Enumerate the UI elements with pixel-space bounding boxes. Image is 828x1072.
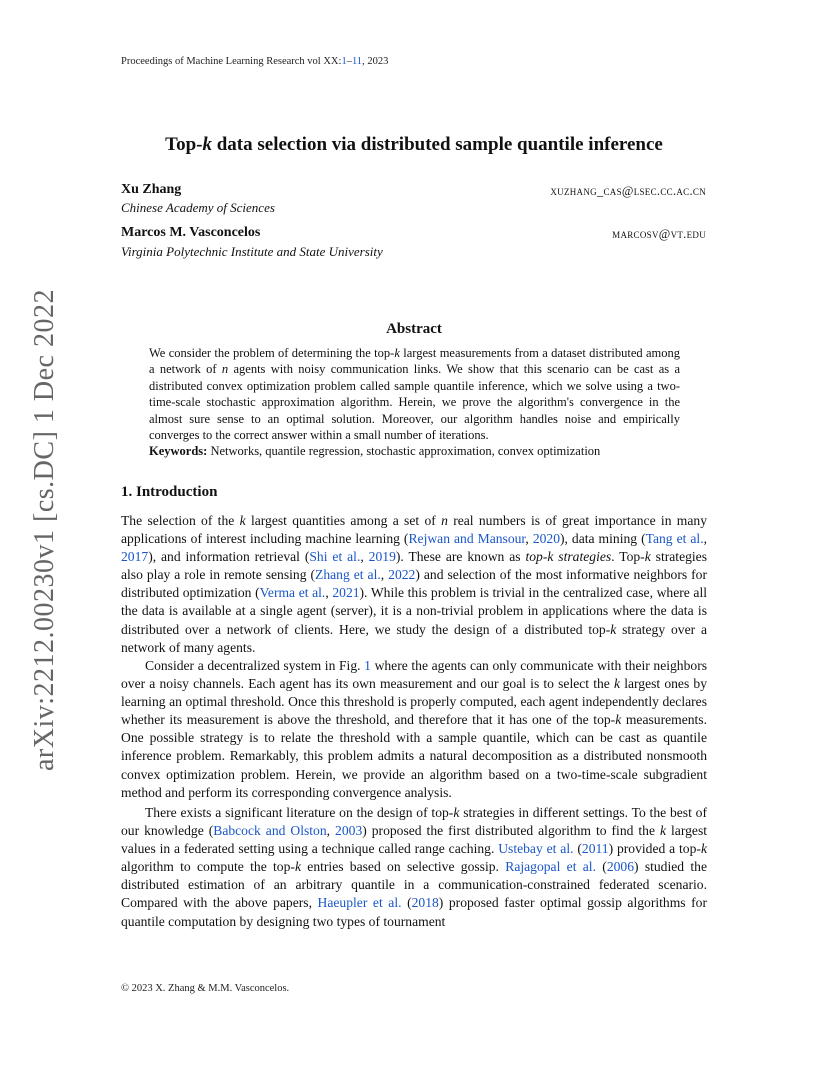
- page-range-start-link[interactable]: 1: [341, 56, 347, 67]
- citation-year-link[interactable]: 2021: [332, 585, 360, 601]
- citation-year-link[interactable]: 2019: [368, 549, 396, 565]
- citation-link[interactable]: Verma et al.: [259, 585, 326, 601]
- citation-year-link[interactable]: 2018: [411, 895, 439, 911]
- citation-link[interactable]: Babcock and Olston: [213, 823, 327, 839]
- citation-year-link[interactable]: 2011: [581, 841, 609, 857]
- paragraph-3: There exists a significant literature on the design of top-k strategies in different settings. To the best of our knowledge (Babcock and Olston, 2003) proposed the first distributed algorithm to find the k largest values in a federated setting using a technique called range caching. Ustebay et al. (2011) provided a top-k algorithm to compute the top-k entries based on selective gossip. Rajagopal et al. (2006) studied the distributed estimation of an arbitrary quantile in a communication-constrained federated scenario. Compared with the above papers, Haeupler et al. (2018) proposed faster optimal gossip algorithms for quantile computation by designing two types of tournament: [121, 805, 708, 929]
- emphasis-top-k: top-k strategies: [525, 549, 612, 565]
- citation-year-link[interactable]: 2020: [532, 531, 560, 547]
- citation-link[interactable]: Rajagopal et al.: [505, 859, 596, 875]
- citation-year-link[interactable]: 2006: [606, 859, 634, 875]
- citation-link[interactable]: Shi et al.: [309, 549, 361, 565]
- abstract-heading: Abstract: [386, 321, 442, 337]
- citation-year-link[interactable]: 2017: [121, 549, 149, 565]
- paper-title: Top-k data selection via distributed sample quantile inference: [165, 134, 663, 155]
- citation-link[interactable]: Tang et al.: [645, 531, 704, 547]
- citation-link[interactable]: Ustebay et al.: [498, 841, 574, 857]
- paragraph-2: Consider a decentralized system in Fig. 1 where the agents can only communicate with their neighbors over a noisy channels. Each agent has its own measurement and our goal is to select the k largest ones by learning an optimal threshold. Once this threshold is properly computed, each agent independently declares whether its measurement is above the threshold, and therefore that it has one of the top-k measurements. One possible strategy is to relate the threshold with a sample quantile, which can be cast as quantile inference problem. Remarkably, this problem admits a natural decomposition as a distributed nonsmooth convex optimization problem. Herein, we provide an algorithm based on a two-time-scale subgradient method and perform its corresponding convergence analysis.: [121, 658, 708, 800]
- keywords-label: Keywords:: [149, 444, 208, 458]
- keywords-text: Networks, quantile regression, stochastic approximation, convex optimization: [207, 444, 601, 458]
- citation-year-link[interactable]: 2003: [335, 823, 363, 839]
- author-name-1: Xu Zhang: [121, 182, 182, 197]
- citation-year-link[interactable]: 2022: [388, 567, 416, 583]
- figure-ref-link[interactable]: 1: [364, 658, 371, 673]
- copyright-footer: © 2023 X. Zhang & M.M. Vasconcelos.: [121, 983, 290, 994]
- page-range-end-link[interactable]: 11: [351, 56, 363, 67]
- author-name-2: Marcos M. Vasconcelos: [121, 225, 261, 240]
- section-heading: 1. Introduction: [121, 484, 218, 500]
- citation-link[interactable]: Zhang et al.: [315, 567, 381, 583]
- abstract-text: We consider the problem of determining the top-k largest measurements from a dataset distributed among a network of n agents with noisy communication links. We show that this scenario can be cast as a distributed convex optimization problem called sample quantile inference, which we solve using a two-time-scale stochastic approximation algorithm. Herein, we prove the algorithm's convergence in the almost sure sense to an optimal solution. Moreover, our algorithm handles noise and empirically converges to the correct answer within a small number of iterations.: [149, 346, 681, 443]
- citation-link[interactable]: Rejwan and Mansour: [408, 531, 526, 547]
- keywords: [149, 443, 680, 459]
- citation-link[interactable]: Haeupler et al.: [317, 895, 402, 911]
- author-affiliation-1: Chinese Academy of Sciences: [121, 200, 275, 215]
- arxiv-stamp: [26, 289, 64, 771]
- author-email-1: xuzhang_cas@lsec.cc.ac.cn: [550, 184, 706, 198]
- author-email-2: marcosv@vt.edu: [612, 227, 706, 241]
- running-header: Proceedings of Machine Learning Research vol XX:1–11, 2023: [121, 56, 389, 67]
- arxiv-stamp-text: arXiv:2212.00230v1 [cs.DC] 1 Dec 2022: [29, 289, 60, 771]
- paragraph-1: The selection of the k largest quantities among a set of n real numbers is of great importance in many applications of interest including machine learning (Rejwan and Mansour, 2020), data mining (Tang et al., 2017), and information retrieval (Shi et al., 2019). These are known as top-k strategies. Top-k strategies also play a role in remote sensing (Zhang et al., 2022) and selection of the most informative neighbors for distributed optimization (Verma et al., 2021). While this problem is trivial in the centralized case, where all the data is available at a single agent (server), it is a non-trivial problem in applications where the data is distributed over a network of clients. Here, we study the design of a distributed top-k strategy over a network of many agents.: [121, 513, 708, 655]
- author-affiliation-2: Virginia Polytechnic Institute and State University: [121, 244, 383, 259]
